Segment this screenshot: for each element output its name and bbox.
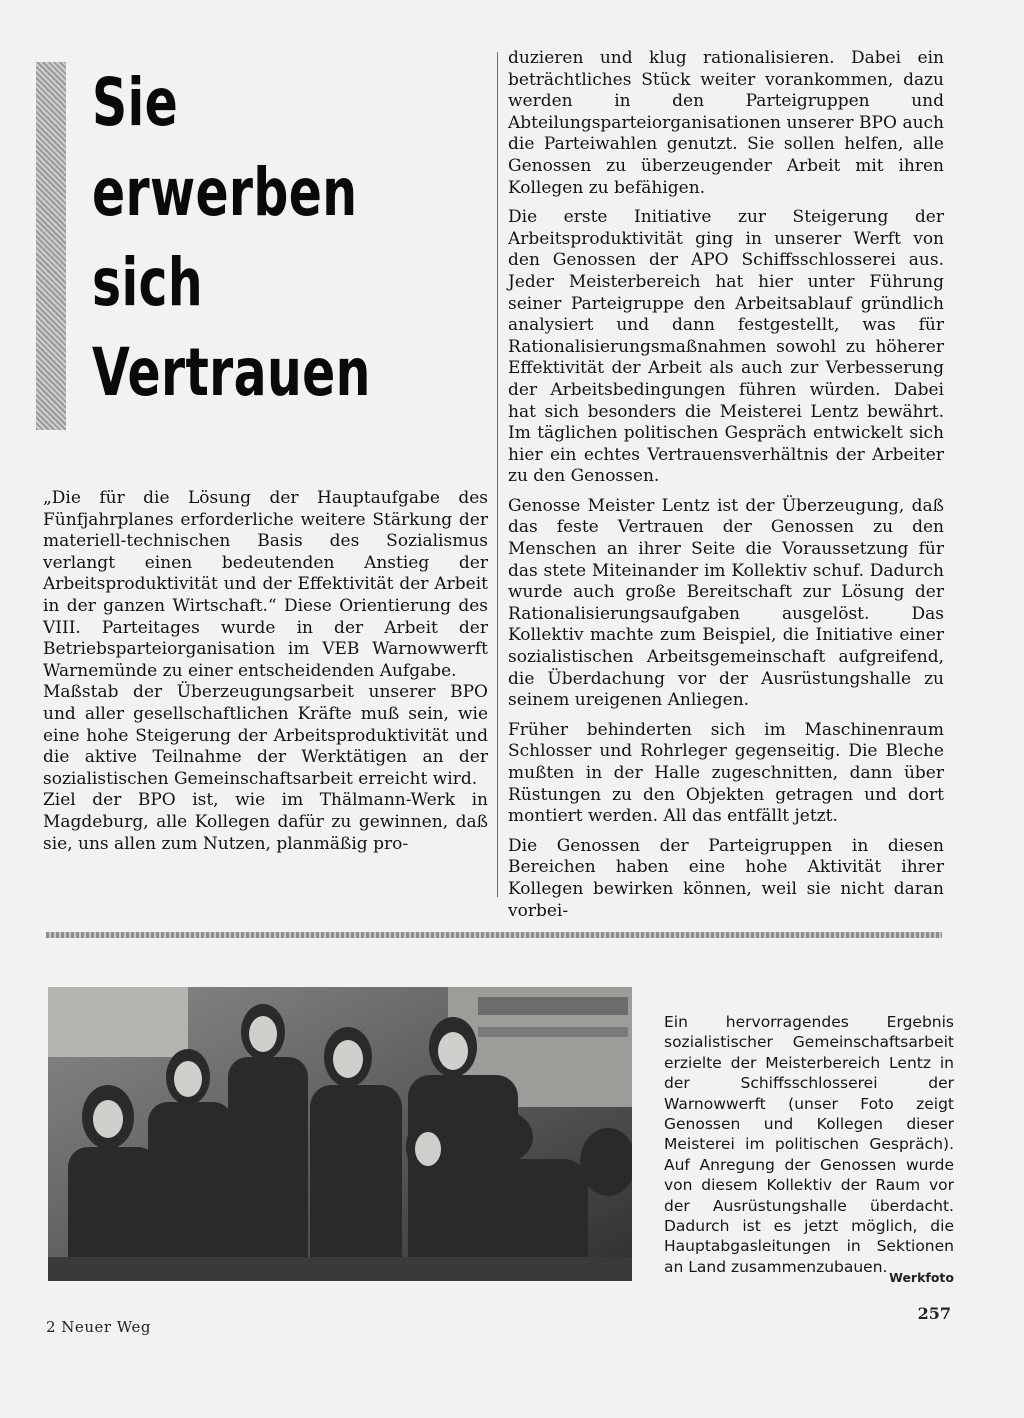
footer-publication: 2 Neuer Weg <box>46 1318 151 1336</box>
right-paragraph-1: duzieren und klug rationalisieren. Dabei ein beträchtliches Stück weiter vorankommen, dazu werden in den Parteigruppen und Abteilungsparteiorganisationen unserer BPO auch die Parteiwahlen genutzt. Sie sollen helfen, alle Genossen zu überzeugender Arbeit mit ihren Kollegen zu befähigen. <box>508 48 944 198</box>
column-divider <box>497 52 498 897</box>
right-paragraph-2: Die erste Initiative zur Steigerung der Arbeitsproduktivität ging in unserer Werft von den Genossen der APO Schiffsschlosserei aus. Jeder Meisterbereich hat hier unter Führung seiner Parteigruppe den Arbeitsablauf gründlich analysiert und dann festgestellt, was für Rationalisierungsmaßnahmen sowohl zu höherer Effektivität der Arbeit als auch zur Verbesserung der Arbeitsbedingungen führen würden. Dabei hat sich besonders die Meisterei Lentz bewährt. Im täglichen politischen Gespräch entwickelt sich hier ein echtes Vertrauensverhältnis der Arbeiter zu den Genossen. <box>508 207 944 487</box>
left-paragraph-3: Ziel der BPO ist, wie im Thälmann-Werk in Magdeburg, alle Kollegen dafür zu gewinnen, daß sie, uns allen zum Nutzen, planmäßig pro- <box>43 790 488 854</box>
group-photo <box>48 987 632 1281</box>
headline-line-4: Vertrauen <box>92 334 371 411</box>
photo-credit: Werkfoto <box>889 1270 954 1285</box>
right-paragraph-3: Genosse Meister Lentz ist der Überzeugung, daß das feste Vertrauen der Genossen zu den Menschen an ihrer Seite die Voraussetzung für das stete Miteinander im Kollektiv schuf. Dadurch wurde auch große Bereitschaft zur Lösung der Rationalisierungsaufgaben ausgelöst. Das Kollektiv machte zum Beispiel, die Initiative einer sozialistischen Arbeitsgemeinschaft aufgreifend, die Überdachung vor der Ausrüstungshalle zu seinem ureigenen Anliegen. <box>508 495 944 711</box>
left-paragraph-2: Maßstab der Überzeugungsarbeit unserer BPO und aller gesellschaftlichen Kräfte muß sein, wie eine hohe Steigerung der Arbeitsproduktivität und die aktive Teilnahme der Werktätigen an der sozialistischen Gemeinschaftsarbeit erreicht wird. <box>43 682 488 789</box>
right-paragraph-5: Die Genossen der Parteigruppen in diesen Bereichen haben eine hohe Aktivität ihrer Kollegen bewirken können, weil sie nicht daran vorbei- <box>508 835 944 921</box>
headline-line-1: Sie <box>92 64 179 141</box>
headline-line-3: sich <box>92 244 204 321</box>
right-column <box>508 48 944 922</box>
headline-decor-bar <box>36 62 66 430</box>
left-paragraph-1: „Die für die Lösung der Hauptaufgabe des Fünfjahrplanes erforderliche weitere Stärkung der materiell-technischen Basis des Sozialismus verlangt einen bedeutenden Anstieg der Arbeitsproduktivität und der Effektivität der Arbeit in der ganzen Wirtschaft.“ Diese Orientierung des VIII. Parteitages wurde in der Arbeit der Betriebsparteiorganisation im VEB Warnowwerft Warnemünde zu einer entscheidenden Aufgabe. <box>43 488 488 681</box>
headline <box>92 58 373 418</box>
right-paragraph-4: Früher behinderten sich im Maschinenraum Schlosser und Rohrleger gegenseitig. Die Bleche mußten in der Halle zugeschnitten, dann über Rüstungen zu den Objekten getragen und dort montiert werden. All das entfällt jetzt. <box>508 719 944 827</box>
photo-illustration <box>48 987 632 1281</box>
photo-caption: Ein hervorragendes Ergebnis sozialistischer Gemeinschaftsarbeit erzielte der Meisterbereich Lentz in der Schiffsschlosserei der Warnowwerft (unser Foto zeigt Genossen und Kollegen dieser Meisterei im politischen Gespräch). Auf Anregung der Genossen wurde von diesem Kollektiv der Raum vor der Ausrüstungshalle überdacht. Dadurch ist es jetzt möglich, die Hauptabgasleitungen in Sektionen an Land zusammenzubauen. <box>664 1013 954 1276</box>
section-divider <box>46 932 942 938</box>
left-column <box>43 488 488 855</box>
headline-line-2: erwerben <box>92 154 358 231</box>
page-number: 257 <box>917 1304 951 1323</box>
